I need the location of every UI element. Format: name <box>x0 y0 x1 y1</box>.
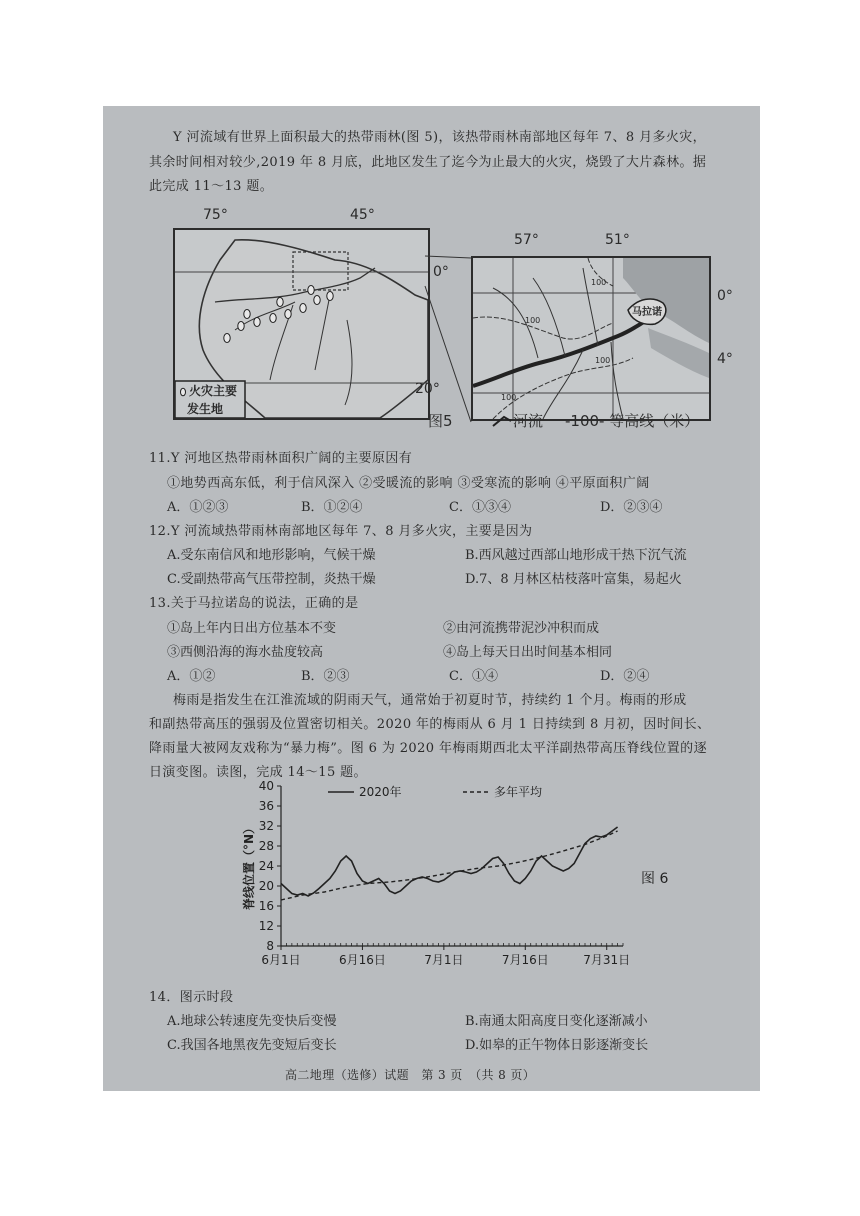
intro2-line2: 和副热带高压的强弱及位置密切相关。2020 年的梅雨从 6 月 1 日持续到 8 月初，因时间长、 <box>149 717 711 732</box>
y-tick-label: 8 <box>266 939 274 953</box>
figure6-line-chart <box>233 766 683 966</box>
q13-item-4: ④岛上每天日出时间基本相同 <box>443 645 613 660</box>
q13-item-3: ③西侧沿海的海水盐度较高 <box>167 645 324 660</box>
q13-option-c: C．①④ <box>449 669 498 684</box>
intro2-line1: 梅雨是指发生在江淮流域的阴雨天气，通常始于初夏时节，持续约 1 个月。梅雨的形成 <box>173 693 687 708</box>
contour-label: 100 <box>591 278 607 287</box>
q14-stem: 14．图示时段 <box>149 990 234 1005</box>
q11-option-b: B．①②④ <box>301 500 363 515</box>
intro2-line3: 降雨量大被网友戏称为“暴力梅”。图 6 为 2020 年梅雨期西北太平洋副热带高压脊线位置的逐 <box>149 741 707 756</box>
q12-option-c: C.受副热带高气压带控制，炎热干燥 <box>167 572 376 587</box>
y-axis-label: 脊线位置（°N） <box>242 821 256 911</box>
q14-option-a: A.地球公转速度先变快后变慢 <box>167 1014 337 1029</box>
q11-option-a: A．①②③ <box>167 500 229 515</box>
intro2-line4: 日演变图。读图，完成 14～15 题。 <box>149 765 367 780</box>
x-tick-label: 7月16日 <box>501 953 549 966</box>
q12-stem: 12.Y 河流域热带雨林南部地区每年 7、8 月多火灾，主要是因为 <box>149 524 533 539</box>
legend-fire-line1: 火灾主要 <box>189 384 238 398</box>
left-map-lat-0: 0° <box>433 264 449 280</box>
q13-item-1: ①岛上年内日出方位基本不变 <box>167 621 337 636</box>
intro1-line3: 此完成 11～13 题。 <box>149 179 274 194</box>
left-map-lon-75: 75° <box>203 207 228 223</box>
x-tick-label: 7月1日 <box>424 953 464 966</box>
series-line-actual-2020 <box>281 827 618 896</box>
q13-option-a: A．①② <box>167 669 216 684</box>
legend-fire-line2: 发生地 <box>187 402 224 416</box>
map-connector-lines <box>423 246 473 426</box>
y-tick-label: 16 <box>258 899 274 913</box>
figure5-caption: 图5 <box>428 412 453 430</box>
contour-label: 100 <box>595 356 611 365</box>
right-map-lon-57: 57° <box>514 232 539 248</box>
right-map-lat-4: 4° <box>717 351 733 367</box>
exam-page <box>103 106 760 1091</box>
figure6-caption: 图 6 <box>641 871 669 887</box>
island-label: 马拉诺 <box>632 307 662 318</box>
q13-stem: 13.关于马拉诺岛的说法，正确的是 <box>149 596 359 611</box>
intro1-line1: Y 河流域有世界上面积最大的热带雨林(图 5)，该热带雨林南部地区每年 7、8 月多火灾， <box>173 130 707 145</box>
q13-option-d: D．②④ <box>600 669 650 684</box>
x-tick-label: 6月1日 <box>261 953 301 966</box>
q12-option-b: B.西风越过西部山地形成干热下沉气流 <box>465 548 687 563</box>
q14-option-d: D.如皋的正午物体日影逐渐变长 <box>465 1038 649 1053</box>
y-tick-label: 24 <box>258 859 274 873</box>
intro1-line2: 其余时间相对较少,2019 年 8 月底，此地区发生了迄今为止最大的火灾，烧毁了大片森林。据 <box>149 155 707 170</box>
y-tick-label: 12 <box>258 919 274 933</box>
right-map-lat-0: 0° <box>717 288 733 304</box>
q13-option-b: B．②③ <box>301 669 350 684</box>
y-tick-label: 20 <box>258 879 274 893</box>
left-map-lon-45: 45° <box>350 207 375 223</box>
y-tick-label: 40 <box>258 779 274 793</box>
q12-option-d: D.7、8 月林区枯枝落叶富集，易起火 <box>465 572 682 587</box>
q11-stem: 11.Y 河地区热带雨林面积广阔的主要原因有 <box>149 451 413 466</box>
x-tick-label: 6月16日 <box>338 953 386 966</box>
y-tick-label: 28 <box>258 839 274 853</box>
q11-option-c: C．①③④ <box>449 500 511 515</box>
q12-option-a: A.受东南信风和地形影响，气候干燥 <box>167 548 376 563</box>
contour-label: 100 <box>525 316 541 325</box>
right-map <box>471 256 711 421</box>
page-footer: 高二地理（选修）试题 第 3 页 （共 8 页） <box>285 1068 536 1082</box>
legend-river-label: 河流 <box>513 412 544 430</box>
right-map-lon-51: 51° <box>605 232 630 248</box>
series-line-long-term-average <box>281 831 618 900</box>
legend-label: 2020年 <box>359 785 402 799</box>
legend-contour-label: -100- 等高线（米） <box>565 412 700 430</box>
contour-label: 100 <box>501 393 517 402</box>
q14-option-c: C.我国各地黑夜先变短后变长 <box>167 1038 337 1053</box>
q11-items: ①地势西高东低，利于信风深入 ②受暖流的影响 ③受寒流的影响 ④平原面积广阔 <box>167 476 650 491</box>
q11-option-d: D．②③④ <box>600 500 663 515</box>
river-legend-icon <box>492 412 512 428</box>
y-tick-label: 32 <box>258 819 274 833</box>
x-tick-label: 7月31日 <box>583 953 631 966</box>
y-tick-label: 36 <box>258 799 274 813</box>
q14-option-b: B.南通太阳高度日变化逐渐减小 <box>465 1014 648 1029</box>
left-map-lat-20: 20° <box>415 381 440 397</box>
q13-item-2: ②由河流携带泥沙冲积而成 <box>443 621 600 636</box>
legend-label: 多年平均 <box>494 785 543 799</box>
left-map <box>173 228 430 420</box>
